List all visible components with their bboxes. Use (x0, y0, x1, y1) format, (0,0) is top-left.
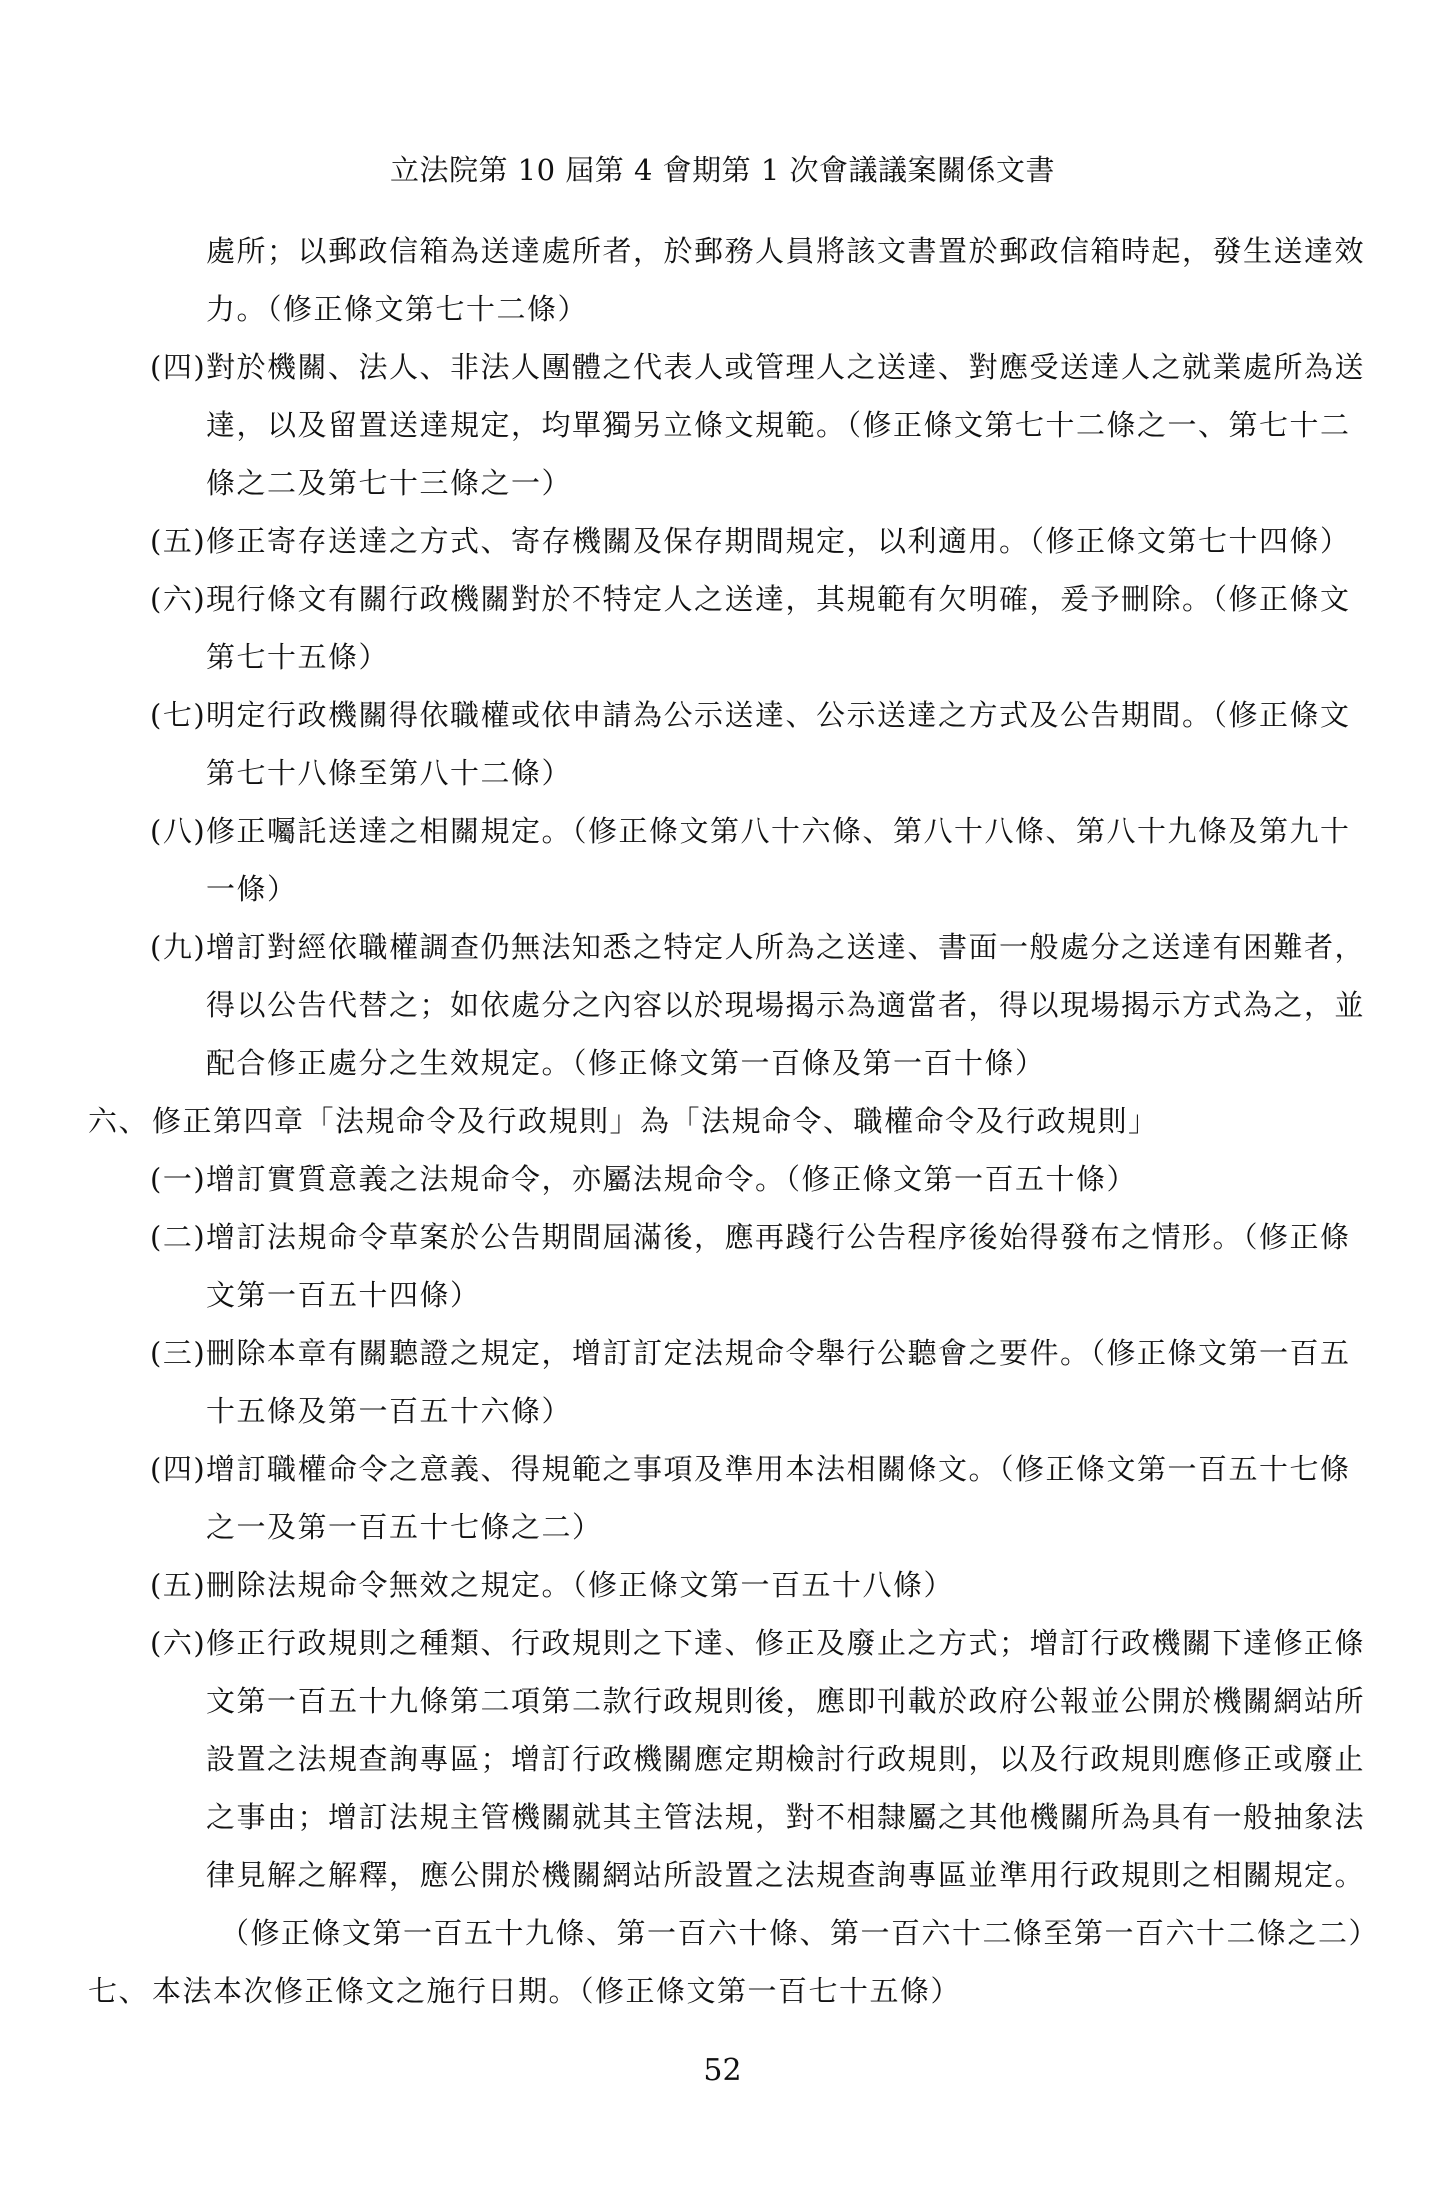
section-heading-line (88, 1962, 1368, 2020)
item-marker: (七) (150, 698, 207, 732)
line-text: 修正第四章「法規命令及行政規則」為「法規命令、職權命令及行政規則」 (152, 1104, 1159, 1138)
continuation-line (88, 1846, 1368, 1904)
continuation-line (88, 1382, 1368, 1440)
continuation-line (88, 628, 1368, 686)
line-text: 增訂實質意義之法規命令，亦屬法規命令。（修正條文第一百五十條） (206, 1162, 1138, 1196)
line-text: 文第一百五十九條第二項第二款行政規則後，應即刊載於政府公報並公開於機關網站所 (206, 1684, 1366, 1718)
list-item-line (88, 1324, 1368, 1382)
list-item-line (88, 1208, 1368, 1266)
line-text: 處所；以郵政信箱為送達處所者，於郵務人員將該文書置於郵政信箱時起，發生送達效 (206, 234, 1366, 268)
continuation-line (88, 1904, 1380, 1962)
line-text: 增訂職權命令之意義、得規範之事項及準用本法相關條文。（修正條文第一百五十七條 (206, 1452, 1351, 1486)
line-text: 文第一百五十四條） (206, 1278, 481, 1312)
line-text: 律見解之解釋，應公開於機關網站所設置之法規查詢專區並準用行政規則之相關規定。 (206, 1858, 1366, 1892)
item-marker: 六、 (88, 1104, 150, 1138)
list-item-line (88, 570, 1368, 628)
line-text: （修正條文第一百五十九條、第一百六十條、第一百六十二條至第一百六十二條之二） (220, 1916, 1380, 1950)
section-heading-line (88, 1092, 1368, 1150)
item-marker: (九) (150, 930, 207, 964)
continuation-line (88, 860, 1368, 918)
item-marker: (二) (150, 1220, 207, 1254)
line-text: 條之二及第七十三條之一） (206, 466, 573, 500)
item-marker: (三) (150, 1336, 207, 1370)
continuation-line (88, 744, 1368, 802)
continuation-line (88, 280, 1368, 338)
document-body (88, 222, 1380, 2020)
line-text: 得以公告代替之；如依處分之內容以於現場揭示為適當者，得以現場揭示方式為之，並 (206, 988, 1366, 1022)
page-header: 立法院第 10 屆第 4 會期第 1 次會議議案關係文書 (389, 153, 1056, 187)
line-text: 之一及第一百五十七條之二） (206, 1510, 603, 1544)
line-text: 刪除本章有關聽證之規定，增訂訂定法規命令舉行公聽會之要件。（修正條文第一百五 (206, 1336, 1351, 1370)
continuation-line (88, 396, 1368, 454)
page-number: 52 (703, 2053, 742, 2088)
item-marker: (六) (150, 1626, 207, 1660)
item-marker: (六) (150, 582, 207, 616)
line-text: 之事由；增訂法規主管機關就其主管法規，對不相隸屬之其他機關所為具有一般抽象法 (206, 1800, 1366, 1834)
line-text: 增訂法規命令草案於公告期間屆滿後，應再踐行公告程序後始得發布之情形。（修正條 (206, 1220, 1351, 1254)
continuation-line (88, 1034, 1368, 1092)
list-item-line (88, 686, 1368, 744)
line-text: 一條） (206, 872, 298, 906)
continuation-line (88, 454, 1368, 512)
item-marker: (四) (150, 1452, 207, 1486)
line-text: 增訂對經依職權調查仍無法知悉之特定人所為之送達、書面一般處分之送達有困難者， (206, 930, 1366, 964)
line-text: 修正囑託送達之相關規定。（修正條文第八十六條、第八十八條、第八十九條及第九十 (206, 814, 1351, 848)
line-text: 第七十八條至第八十二條） (206, 756, 573, 790)
continuation-line (88, 976, 1368, 1034)
list-item-line (88, 512, 1368, 570)
list-item-line (88, 338, 1368, 396)
list-item-line (88, 1614, 1368, 1672)
line-text: 刪除法規命令無效之規定。（修正條文第一百五十八條） (206, 1568, 955, 1602)
continuation-line (88, 1498, 1368, 1556)
continuation-line (88, 1730, 1368, 1788)
line-text: 對於機關、法人、非法人團體之代表人或管理人之送達、對應受送達人之就業處所為送 (206, 350, 1366, 384)
item-marker: (五) (150, 524, 207, 558)
continuation-line (88, 1672, 1368, 1730)
list-item-line (88, 918, 1368, 976)
line-text: 本法本次修正條文之施行日期。（修正條文第一百七十五條） (152, 1974, 962, 2008)
line-text: 修正行政規則之種類、行政規則之下達、修正及廢止之方式；增訂行政機關下達修正條 (206, 1626, 1366, 1660)
line-text: 明定行政機關得依職權或依申請為公示送達、公示送達之方式及公告期間。（修正條文 (206, 698, 1351, 732)
line-text: 達，以及留置送達規定，均單獨另立條文規範。（修正條文第七十二條之一、第七十二 (206, 408, 1351, 442)
item-marker: (五) (150, 1568, 207, 1602)
line-text: 力。（修正條文第七十二條） (206, 292, 589, 326)
list-item-line (88, 802, 1368, 860)
item-marker: 七、 (88, 1974, 150, 2008)
continuation-line (88, 1788, 1368, 1846)
line-text: 設置之法規查詢專區；增訂行政機關應定期檢討行政規則，以及行政規則應修正或廢止 (206, 1742, 1366, 1776)
line-text: 配合修正處分之生效規定。（修正條文第一百條及第一百十條） (206, 1046, 1046, 1080)
line-text: 修正寄存送達之方式、寄存機關及保存期間規定，以利適用。（修正條文第七十四條） (206, 524, 1351, 558)
line-text: 十五條及第一百五十六條） (206, 1394, 573, 1428)
continuation-line (88, 1266, 1368, 1324)
item-marker: (八) (150, 814, 207, 848)
line-text: 第七十五條） (206, 640, 390, 674)
list-item-line (88, 1440, 1368, 1498)
item-marker: (四) (150, 350, 207, 384)
item-marker: (一) (150, 1162, 207, 1196)
list-item-line (88, 1556, 1368, 1614)
line-text: 現行條文有關行政機關對於不特定人之送達，其規範有欠明確，爰予刪除。（修正條文 (206, 582, 1351, 616)
continuation-line (88, 222, 1368, 280)
list-item-line (88, 1150, 1368, 1208)
